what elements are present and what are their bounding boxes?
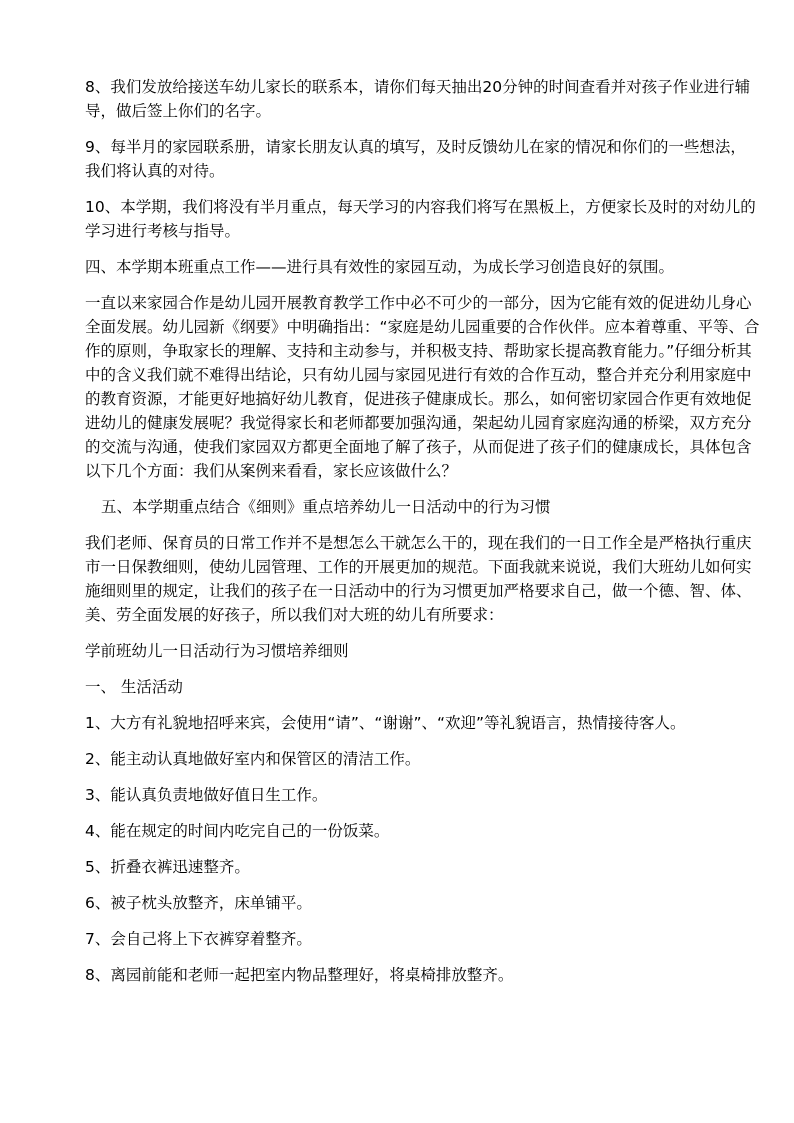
rule-item-1: 1、大方有礼貌地招呼来宾，会使用“请”、“谢谢”、“欢迎”等礼貌语言，热情接待客人。 <box>85 714 686 732</box>
item-8-contact-book: 8、我们发放给接送车幼儿家长的联系本，请你们每天抽出20分钟的时间查看并对孩子作业进行辅导，做后签上你们的名字。 <box>85 78 751 120</box>
item-9-contact-booklet: 9、每半月的家园联系册，请家长朋友认真的填写，及时反馈幼儿在家的情况和你们的一些想法，我们将认真的对待。 <box>85 138 746 180</box>
section-5-body: 我们老师、保育员的日常工作并不是想怎么干就怎么干的，现在我们的一日工作全是严格执行重庆市一日保教细则，使幼儿园管理、工作的开展更加的规范。下面我就来说说，我们大班幼儿如何实施细则里的规定，让我们的孩子在一日活动中的行为习惯更加严格要求自己，做一个德、智、体、美、劳全面发展的好孩子，所以我们对大班的幼儿有所要求： <box>85 534 752 624</box>
life-activity-heading: 一、 生活活动 <box>85 678 183 696</box>
section-5-heading: 五、本学期重点结合《细则》重点培养幼儿一日活动中的行为习惯 <box>101 498 551 516</box>
document-page <box>85 75 760 987</box>
item-10-blackboard: 10、本学期，我们将没有半月重点，每天学习的内容我们将写在黑板上，方便家长及时的对幼儿的学习进行考核与指导。 <box>85 198 756 240</box>
rule-item-6: 6、被子枕头放整齐，床单铺平。 <box>85 894 312 912</box>
rule-item-4: 4、能在规定的时间内吃完自己的一份饭菜。 <box>85 822 390 840</box>
section-4-body: 一直以来家园合作是幼儿园开展教育教学工作中必不可少的一部分，因为它能有效的促进幼儿身心全面发展。幼儿园新《纲要》中明确指出：“家庭是幼儿园重要的合作伙伴。应本着尊重、平等、合作的原则，争取家长的理解、支持和主动参与，并积极支持、帮助家长提高教育能力。”仔细分析其中的含义我们就不难得出结论，只有幼儿园与家园见进行有效的合作互动，整合并充分利用家庭中的教育资源，才能更好地搞好幼儿教育，促进孩子健康成长。那么，如何密切家园合作更有效地促进幼儿的健康发展呢？我觉得家长和老师都要加强沟通，架起幼儿园育家庭沟通的桥梁，双方充分的交流与沟通，使我们家园双方都更全面地了解了孩子，从而促进了孩子们的健康成长，具体包含以下几个方面：我们从案例来看看，家长应该做什么？ <box>85 294 760 480</box>
rule-item-8: 8、离园前能和老师一起把室内物品整理好，将桌椅排放整齐。 <box>85 966 514 984</box>
rule-item-3: 3、能认真负责地做好值日生工作。 <box>85 786 328 804</box>
rules-title: 学前班幼儿一日活动行为习惯培养细则 <box>85 642 349 660</box>
rule-item-7: 7、会自己将上下衣裤穿着整齐。 <box>85 930 312 948</box>
rule-item-2: 2、能主动认真地做好室内和保管区的清洁工作。 <box>85 750 421 768</box>
rule-item-5: 5、折叠衣裤迅速整齐。 <box>85 858 250 876</box>
section-4-heading: 四、本学期本班重点工作——进行具有效性的家园互动，为成长学习创造良好的氛围。 <box>85 258 675 276</box>
